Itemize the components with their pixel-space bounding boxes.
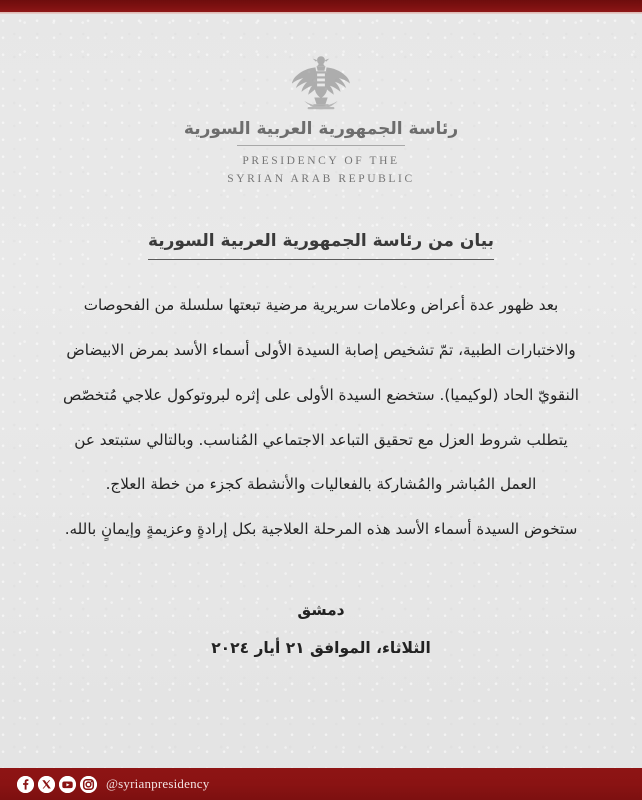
document-signature (0, 601, 642, 657)
document-body-line: والاختبارات الطبية، تمّ تشخيص إصابة السيدة الأولى أسماء الأسد بمرض الابيضاض (66, 341, 576, 360)
document-heading-wrap (0, 229, 642, 261)
document-body (52, 294, 590, 541)
document-body-line: يتطلب شروط العزل مع تحقيق التباعد الاجتماعي المُناسب. وبالتالي ستبتعد عن (74, 430, 568, 449)
masthead (0, 14, 642, 189)
signature-place: دمشق (297, 601, 345, 619)
organization-name-arabic: رئاسة الجمهورية العربية السورية (183, 119, 459, 139)
document-heading: بيان من رئاسة الجمهورية العربية السورية (148, 229, 494, 261)
organization-name-english-line1: PRESIDENCY OF THE (242, 155, 400, 168)
facebook-icon[interactable] (17, 776, 34, 793)
youtube-icon[interactable] (59, 776, 76, 793)
masthead-divider (237, 145, 405, 146)
document-body-line: النقويّ الحاد (لوكيميا). ستخضع السيدة الأولى على إثره لبروتوكول علاجي مُتخصّص (62, 385, 579, 404)
social-handle[interactable]: @syrianpresidency (106, 776, 210, 791)
document-body-line: ستخوض السيدة أسماء الأسد هذه المرحلة العلاجية بكل إرادةٍ وعزيمةٍ وإيمانٍ بالله. (64, 520, 578, 539)
document-body-line: بعد ظهور عدة أعراض وعلامات سريرية مرضية تبعتها سلسلة من الفحوصات (83, 296, 559, 315)
signature-date: الثلاثاء، الموافق ٢١ أيار ٢٠٢٤ (211, 639, 431, 657)
top-bar-hairline (0, 12, 642, 14)
social-icons-group (17, 776, 97, 793)
organization-name-english-line2: SYRIAN ARAB REPUBLIC (227, 172, 415, 185)
syrian-eagle-emblem-icon (287, 54, 355, 112)
instagram-icon[interactable] (80, 776, 97, 793)
x-twitter-icon[interactable] (38, 776, 55, 793)
social-footer-bar (0, 768, 642, 800)
content-spacer (0, 657, 642, 768)
document-body-line: العمل المُباشر والمُشاركة بالفعاليات والأنشطة كجزء من خطة العلاج. (105, 475, 537, 494)
top-red-bar (0, 0, 642, 12)
